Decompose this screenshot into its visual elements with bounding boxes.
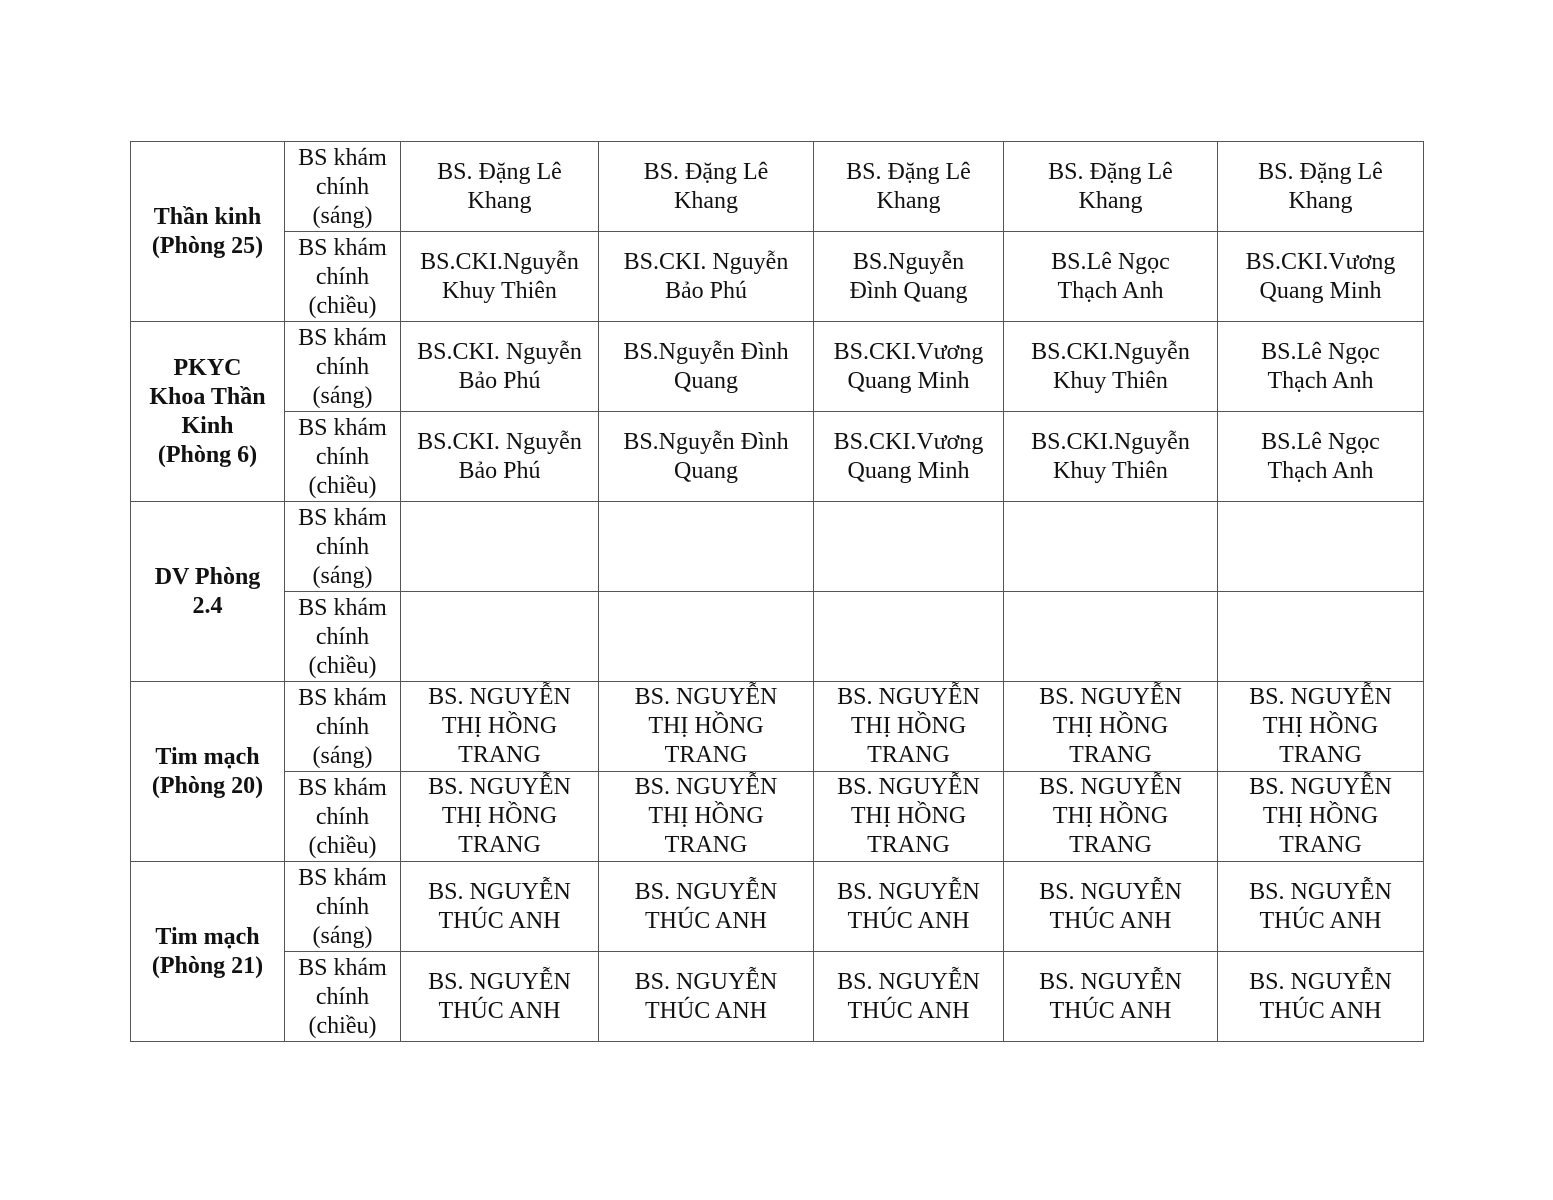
doctor-name-line: TRANG (1069, 742, 1152, 768)
doctor-name-line: TRANG (1279, 832, 1362, 858)
doctor-name-line: BS.CKI.Vương (833, 338, 984, 365)
doctor-cell (1004, 322, 1218, 412)
doctor-cell (599, 592, 814, 682)
doctor-cell (1218, 952, 1424, 1042)
doctor-cell (1218, 682, 1424, 772)
department-name-line: (Phòng 20) (151, 772, 264, 799)
doctor-name-line: BS. NGUYỄN (837, 878, 980, 905)
doctor-name-line: Quang (674, 457, 738, 484)
doctor-name-line: Thạch Anh (1267, 457, 1374, 484)
doctor-name-line: THỊ HỒNG (648, 803, 764, 829)
shift-label-cell (285, 142, 401, 232)
doctor-name-line: BS.CKI.Nguyễn (1031, 428, 1190, 455)
doctor-cell (1004, 502, 1218, 592)
doctor-cell (401, 682, 599, 772)
doctor-name-line: BS.Lê Ngọc (1051, 248, 1170, 275)
doctor-cell (1004, 142, 1218, 232)
doctor-name-line: BS.Nguyễn Đình (623, 428, 789, 455)
shift-label-line: (sáng) (312, 743, 373, 769)
doctor-cell (1218, 772, 1424, 862)
doctor-cell (599, 412, 814, 502)
doctor-cell (401, 232, 599, 322)
doctor-name-line: BS.CKI. Nguyễn (417, 338, 582, 365)
doctor-name-line: Bảo Phú (458, 457, 541, 484)
doctor-name-line: THỊ HỒNG (850, 803, 967, 829)
doctor-name-line: Khang (674, 187, 738, 214)
shift-label-line: BS khám (298, 775, 387, 801)
doctor-name-line: BS. NGUYỄN (634, 968, 778, 995)
doctor-name-line: THỊ HỒNG (1052, 803, 1169, 829)
shift-label-line: chính (315, 714, 370, 740)
doctor-cell (401, 862, 599, 952)
department-name-line: (Phòng 21) (151, 952, 264, 979)
doctor-cell (1218, 592, 1424, 682)
shift-label-line: BS khám (298, 955, 387, 981)
doctor-name-line: THÚC ANH (438, 997, 561, 1024)
shift-label-line: BS khám (298, 145, 387, 171)
doctor-name-line: BS. NGUYỄN (1249, 878, 1392, 905)
doctor-name-line: TRANG (664, 742, 748, 768)
doctor-name-line: TRANG (458, 832, 541, 858)
doctor-name-line: THỊ HỒNG (850, 713, 967, 739)
shift-label-cell (285, 412, 401, 502)
doctor-cell (814, 682, 1004, 772)
doctor-cell (1218, 232, 1424, 322)
doctor-name-line: Thạch Anh (1267, 367, 1374, 394)
department-name-line: Tim mạch (155, 923, 260, 950)
doctor-name-line: Khuy Thiên (442, 277, 557, 304)
doctor-name-line: Thạch Anh (1057, 277, 1164, 304)
shift-label-line: (chiều) (308, 833, 377, 859)
doctor-cell (1218, 862, 1424, 952)
doctor-name-line: TRANG (1279, 742, 1362, 768)
doctor-name-line: BS. NGUYỄN (428, 878, 571, 905)
doctor-name-line: BS. NGUYỄN (837, 968, 980, 995)
department-cell (131, 862, 285, 1042)
doctor-cell (401, 772, 599, 862)
doctor-cell (1004, 592, 1218, 682)
doctor-cell (1218, 412, 1424, 502)
doctor-name-line: BS. NGUYỄN (428, 684, 571, 710)
doctor-name-line: THÚC ANH (644, 997, 767, 1024)
doctor-cell (599, 682, 814, 772)
doctor-name-line: THÚC ANH (438, 907, 561, 934)
doctor-cell (401, 142, 599, 232)
shift-label-cell (285, 952, 401, 1042)
department-name-line: DV Phòng (154, 563, 261, 590)
doctor-name-line: BS. NGUYỄN (634, 774, 778, 800)
doctor-name-line: THÚC ANH (1259, 997, 1382, 1024)
doctor-cell (401, 322, 599, 412)
department-cell (131, 682, 285, 862)
doctor-name-line: THÚC ANH (1049, 907, 1172, 934)
doctor-name-line: BS. NGUYỄN (1039, 968, 1182, 995)
doctor-name-line: THÚC ANH (847, 907, 970, 934)
doctor-cell (1004, 772, 1218, 862)
doctor-name-line: BS. NGUYỄN (1039, 878, 1182, 905)
table-row (131, 142, 1424, 232)
doctor-cell (401, 502, 599, 592)
doctor-name-line: BS. NGUYỄN (634, 878, 778, 905)
table-row (131, 322, 1424, 412)
shift-label-line: (chiều) (308, 473, 377, 499)
doctor-name-line: Quang (674, 367, 738, 394)
department-name-line: Khoa Thần (149, 383, 266, 410)
doctor-name-line: BS. NGUYỄN (1249, 774, 1392, 800)
doctor-name-line: BS.Lê Ngọc (1261, 338, 1380, 365)
doctor-name-line: Đình Quang (849, 277, 968, 304)
doctor-cell (1004, 862, 1218, 952)
doctor-cell (1218, 322, 1424, 412)
doctor-name-line: BS. NGUYỄN (1039, 774, 1182, 800)
department-name-line: 2.4 (192, 592, 223, 619)
doctor-cell (599, 502, 814, 592)
doctor-cell (814, 322, 1004, 412)
doctor-cell (599, 142, 814, 232)
shift-label-cell (285, 772, 401, 862)
shift-label-cell (285, 862, 401, 952)
shift-label-line: BS khám (298, 685, 387, 711)
doctor-name-line: Bảo Phú (458, 367, 541, 394)
doctor-cell (1218, 502, 1424, 592)
department-name-line: Thần kinh (153, 203, 262, 230)
doctor-name-line: THÚC ANH (644, 907, 767, 934)
shift-label-line: chính (315, 804, 370, 830)
doctor-cell (814, 952, 1004, 1042)
table-row (131, 412, 1424, 502)
shift-label-line: BS khám (298, 865, 387, 891)
department-name-line: (Phòng 6) (157, 441, 258, 468)
doctor-name-line: THÚC ANH (1259, 907, 1382, 934)
doctor-name-line: THỊ HỒNG (1052, 713, 1169, 739)
doctor-name-line: Quang Minh (847, 457, 970, 484)
shift-label-line: (chiều) (308, 293, 377, 319)
table-row (131, 952, 1424, 1042)
doctor-name-line: BS. NGUYỄN (1249, 684, 1392, 710)
doctor-name-line: BS. Đặng Lê (437, 158, 562, 185)
shift-label-line: chính (315, 984, 370, 1010)
doctor-name-line: BS. Đặng Lê (846, 158, 971, 185)
doctor-name-line: BS. NGUYỄN (1039, 684, 1182, 710)
doctor-name-line: BS.Nguyễn (852, 248, 965, 275)
shift-label-line: chính (315, 264, 370, 290)
shift-label-line: (sáng) (312, 923, 373, 949)
shift-label-line: BS khám (298, 235, 387, 261)
doctor-cell (599, 862, 814, 952)
doctor-name-line: Quang Minh (1259, 277, 1382, 304)
doctor-name-line: TRANG (458, 742, 541, 768)
doctor-name-line: BS.CKI.Vương (1245, 248, 1396, 275)
shift-label-line: chính (315, 534, 370, 560)
doctor-name-line: Bảo Phú (664, 277, 747, 304)
department-name-line: Kinh (181, 412, 234, 439)
shift-label-cell (285, 502, 401, 592)
doctor-name-line: Khang (876, 187, 941, 214)
shift-label-line: BS khám (298, 415, 387, 441)
doctor-name-line: BS.Lê Ngọc (1261, 428, 1380, 455)
department-name-line: Tim mạch (155, 743, 260, 770)
table-row (131, 592, 1424, 682)
doctor-name-line: TRANG (867, 742, 950, 768)
shift-label-line: chính (315, 354, 370, 380)
schedule-table (130, 141, 1424, 1042)
doctor-name-line: BS. NGUYỄN (428, 968, 571, 995)
table-row (131, 772, 1424, 862)
doctor-name-line: Khuy Thiên (1053, 457, 1168, 484)
doctor-cell (1004, 412, 1218, 502)
department-name-line: PKYC (173, 354, 242, 381)
doctor-cell (599, 232, 814, 322)
department-cell (131, 502, 285, 682)
shift-label-cell (285, 682, 401, 772)
department-name-line: (Phòng 25) (151, 232, 264, 259)
doctor-name-line: THÚC ANH (847, 997, 970, 1024)
doctor-name-line: THÚC ANH (1049, 997, 1172, 1024)
shift-label-line: BS khám (298, 505, 387, 531)
doctor-name-line: Khang (1078, 187, 1143, 214)
doctor-name-line: BS.CKI.Nguyễn (1031, 338, 1190, 365)
doctor-name-line: THỊ HỒNG (441, 803, 558, 829)
doctor-cell (401, 952, 599, 1042)
shift-label-line: (sáng) (312, 203, 373, 229)
doctor-cell (1004, 232, 1218, 322)
shift-label-line: BS khám (298, 595, 387, 621)
doctor-name-line: BS. NGUYỄN (837, 774, 980, 800)
doctor-name-line: TRANG (664, 832, 748, 858)
shift-label-cell (285, 232, 401, 322)
doctor-cell (814, 862, 1004, 952)
department-cell (131, 142, 285, 322)
table-row (131, 502, 1424, 592)
doctor-cell (814, 772, 1004, 862)
doctor-name-line: THỊ HỒNG (648, 713, 764, 739)
doctor-name-line: BS. NGUYỄN (1249, 968, 1392, 995)
doctor-name-line: BS.CKI. Nguyễn (623, 248, 789, 275)
doctor-cell (599, 772, 814, 862)
doctor-name-line: BS. NGUYỄN (428, 774, 571, 800)
doctor-name-line: Quang Minh (847, 367, 970, 394)
doctor-cell (814, 412, 1004, 502)
doctor-name-line: THỊ HỒNG (441, 713, 558, 739)
shift-label-line: (sáng) (312, 383, 373, 409)
doctor-cell (401, 412, 599, 502)
doctor-name-line: Khang (1288, 187, 1353, 214)
doctor-name-line: BS.Nguyễn Đình (623, 338, 789, 365)
shift-label-line: (chiều) (308, 653, 377, 679)
shift-label-line: chính (315, 444, 370, 470)
shift-label-cell (285, 592, 401, 682)
doctor-name-line: THỊ HỒNG (1262, 803, 1379, 829)
department-cell (131, 322, 285, 502)
doctor-cell (814, 502, 1004, 592)
doctor-name-line: TRANG (1069, 832, 1152, 858)
shift-label-line: chính (315, 174, 370, 200)
doctor-name-line: BS. Đặng Lê (643, 158, 769, 185)
table-row (131, 862, 1424, 952)
doctor-cell (1004, 952, 1218, 1042)
doctor-cell (1004, 682, 1218, 772)
doctor-name-line: Khuy Thiên (1053, 367, 1168, 394)
doctor-name-line: BS. NGUYỄN (837, 684, 980, 710)
schedule-body (131, 142, 1424, 1042)
table-row (131, 232, 1424, 322)
doctor-cell (401, 592, 599, 682)
shift-label-line: (chiều) (308, 1013, 377, 1039)
shift-label-line: BS khám (298, 325, 387, 351)
doctor-name-line: BS. Đặng Lê (1048, 158, 1173, 185)
doctor-cell (1218, 142, 1424, 232)
doctor-name-line: BS.CKI.Vương (833, 428, 984, 455)
shift-label-line: chính (315, 624, 370, 650)
doctor-name-line: BS.CKI. Nguyễn (417, 428, 582, 455)
doctor-cell (814, 142, 1004, 232)
shift-label-line: (sáng) (312, 563, 373, 589)
doctor-name-line: Khang (467, 187, 532, 214)
doctor-cell (599, 322, 814, 412)
doctor-name-line: THỊ HỒNG (1262, 713, 1379, 739)
shift-label-cell (285, 322, 401, 412)
shift-label-line: chính (315, 894, 370, 920)
doctor-name-line: BS. NGUYỄN (634, 684, 778, 710)
doctor-name-line: BS. Đặng Lê (1258, 158, 1383, 185)
doctor-name-line: BS.CKI.Nguyễn (420, 248, 579, 275)
doctor-cell (814, 592, 1004, 682)
doctor-cell (599, 952, 814, 1042)
doctor-name-line: TRANG (867, 832, 950, 858)
doctor-cell (814, 232, 1004, 322)
table-row (131, 682, 1424, 772)
